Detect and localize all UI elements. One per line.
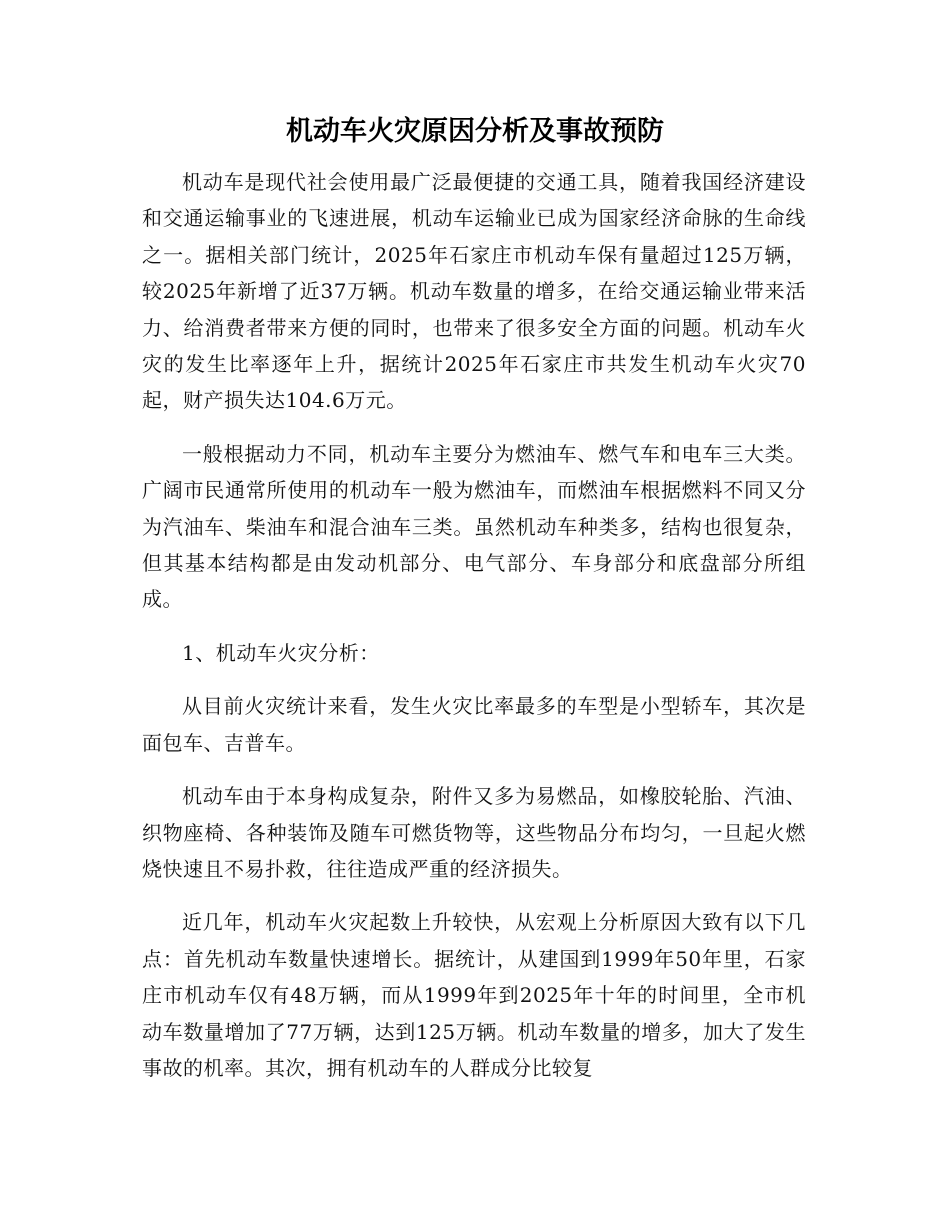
paragraph-intro: 机动车是现代社会使用最广泛最便捷的交通工具，随着我国经济建设和交通运输事业的飞速进展，机动车运输业已成为国家经济命脉的生命线之一。据相关部门统计，2025年石家庄市机动车保有量超过125万辆，较2025年新增了近37万辆。机动车数量的增多，在给交通运输业带来活力、给消费者带来方便的同时，也带来了很多安全方面的问题。机动车火灾的发生比率逐年上升，据统计2025年石家庄市共发生机动车火灾70起，财产损失达104.6万元。 (142, 170, 806, 413)
paragraph-vehicle-types: 一般根据动力不同，机动车主要分为燃油车、燃气车和电车三大类。广阔市民通常所使用的机动车一般为燃油车，而燃油车根据燃料不同又分为汽油车、柴油车和混合油车三类。虽然机动车种类多，结构也很复杂，但其基本结构都是由发动机部分、电气部分、车身部分和底盘部分所组成。 (142, 441, 806, 612)
paragraph-fire-statistics: 从目前火灾统计来看，发生火灾比率最多的车型是小型轿车，其次是面包车、吉普车。 (142, 694, 806, 755)
paragraph-flammable-components: 机动车由于本身构成复杂，附件又多为易燃品，如橡胶轮胎、汽油、织物座椅、各种装饰及随车可燃货物等，这些物品分布均匀，一旦起火燃烧快速且不易扑救，往往造成严重的经济损失。 (142, 784, 806, 881)
document-body (142, 164, 806, 1103)
document-title: 机动车火灾原因分析及事故预防 (286, 116, 664, 147)
paragraph-causes: 近几年，机动车火灾起数上升较快，从宏观上分析原因大致有以下几点：首先机动车数量快速增长。据统计，从建国到1999年50年里，石家庄市机动车仅有48万辆，而从1999年到2025年十年的时间里，全市机动车数量增加了77万辆，达到125万辆。机动车数量的增多，加大了发生事故的机率。其次，拥有机动车的人群成分比较复 (142, 910, 806, 1080)
section-heading-fire-analysis: 1、机动车火灾分析： (182, 640, 380, 665)
